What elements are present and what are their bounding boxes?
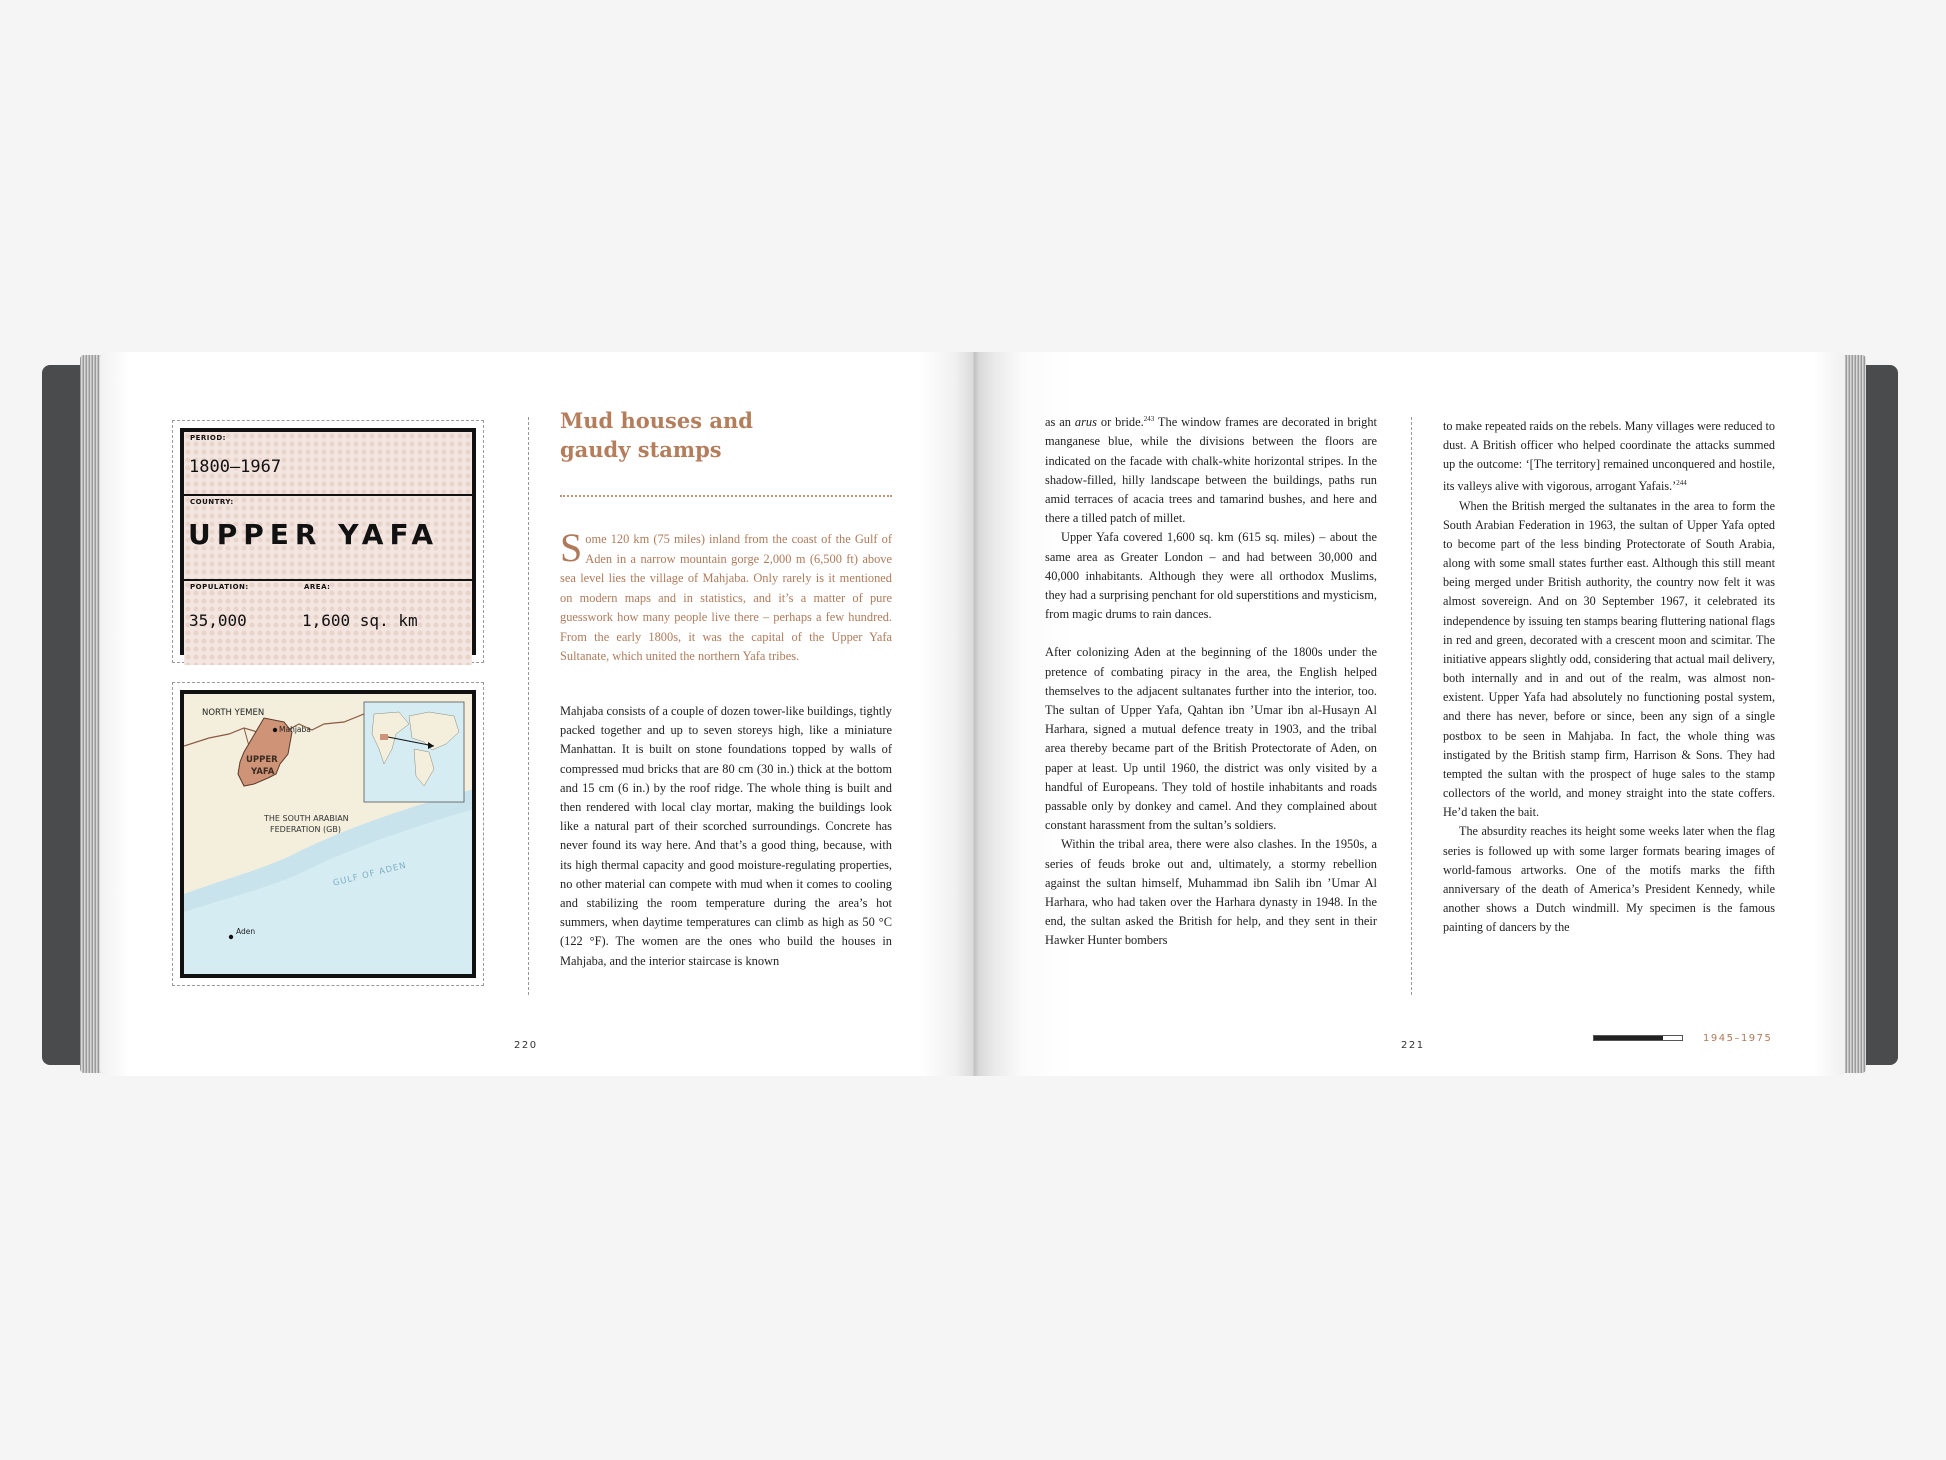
col1-paragraph-1: as an arus or bride.$^{243}$ The window frames are decorated in bright manganese blue, while the divisions between the floors are indicated on the facade with chalk-white horizontal stripes. In the shadow-filled, hilly landscape between the buildings, paths run amid terraces of acacia trees and tamarind bushes, and here and there a tilled patch of millet. (1045, 415, 1377, 526)
period-value: 1800–1967 (189, 457, 282, 477)
col2-paragraph-2: When the British merged the sultanates in the area to form the South Arabian Federation in 1963, the sultan of Upper Yafa opted to become part of the less binding Protectorate of South Arabia, along with some small states further east. Although this still meant being merged under British authority, the country now felt it was almost sovereign. And on 30 September 1967, it celebrated its independence by issuing ten stamps bearing fluttering national flags in red and green, decorated with a crescent moon and scimitar. The initiative appears slightly odd, considering that actual mail delivery, both internally and in and out of the realm, was almost non-existent. Upper Yafa had absolutely no functioning postal system, and there has never, before or since, been any sign of a single postbox to be seen in Mahjaba. In fact, the whole thing was instigated by the British stamp firm, Harrison & Sons. They had tempted the sultan with the prospect of huge sales to the stamp collectors of the world, and money straight into the state coffers. He’d taken the bait. (1443, 498, 1775, 820)
title-rule (560, 495, 892, 497)
label-mahjaba: Mahjaba (279, 725, 311, 734)
area-value: 1,600 sq. km (302, 611, 418, 630)
chapter-progress-bar (1593, 1035, 1683, 1041)
col2-paragraph-3: The absurdity reaches its height some weeks later when the flag series is followed up with some larger formats bearing images of world-famous artworks. One of the motifs marks the fifth anniversary of the death of America’s President Kennedy, while another shows a Dutch windmill. My specimen is the famous painting of dancers by the (1443, 824, 1775, 935)
label-upper: UPPER (246, 755, 278, 765)
right-page (973, 352, 1845, 1076)
chapter-title (560, 406, 880, 464)
column-divider (528, 417, 529, 995)
stamp-country-row (184, 496, 472, 581)
label-north-yemen: NORTH YEMEN (202, 708, 265, 718)
population-label: POPULATION: (190, 583, 249, 591)
col1-paragraph-2: Upper Yafa covered 1,600 sq. km (615 sq. miles) – about the same area as Greater London – and had between 30,000 and 40,000 inhabitants. Although they were all orthodox Muslims, they had a surprising penchant for old superstitions and mysticism, from magic drums to rain dances. (1045, 530, 1377, 622)
col1-paragraph-4: Within the tribal area, there were also clashes. In the 1950s, a series of feuds broke out and, ultimately, a stormy rebellion against the sultan himself, Muhammad ibn Salih ibn ’Umar Al Harhara, who had taken over the Harhara dynasty in 1948. In the end, the sultan asked the British for help, and they sent in their Hawker Hunter bombers (1045, 837, 1377, 948)
section-label: 1945–1975 (1703, 1033, 1773, 1044)
stamp-period-row (184, 432, 472, 496)
right-column-2 (1443, 417, 1775, 937)
col2-paragraph-1: to make repeated raids on the rebels. Many villages were reduced to dust. A British officer who helped coordinate the attacks summed up the outcome: ‘[The territory] remained unconquered and hostile, its valleys alive with vigorous, arrogant Yafais.’$^{244}$ (1443, 419, 1775, 494)
column-divider-right (1411, 417, 1412, 995)
period-label: PERIOD: (190, 434, 226, 442)
right-column-1 (1045, 410, 1377, 951)
label-yafa: YAFA (251, 767, 275, 777)
intro-text: ome 120 km (75 miles) inland from the coast of the Gulf of Aden in a narrow mountain gorge 2,000 m (6,500 ft) above sea level lies the village of Mahjaba. Only rarely is it mentioned on modern maps and in statistics, and it’s a matter of pure guesswork how many people live there – perhaps a few hundred. From the early 1800s, it was the capital of the Upper Yafa Sultanate, which united the northern Yafa tribes. (560, 532, 892, 663)
spine-shadow (955, 352, 995, 1076)
page-number-right: 221 (1401, 1040, 1425, 1051)
area-label: AREA: (304, 583, 331, 591)
label-federation-1: THE SOUTH ARABIAN (264, 814, 349, 823)
col1-paragraph-3: After colonizing Aden at the beginning of the 1800s under the pretence of combating piracy in the area, the English helped themselves to the adjacent sultanates further into the interior, too. The sultan of Upper Yafa, Qahtan ibn ’Umar ibn al-Husayn Al Harhara, signed a mutual defence treaty in 1903, and the tribal area thereby became part of the British Protectorate of Aden, on paper at least. Up until 1960, the district was only visited by a handful of Europeans. They told of hostile inhabitants and roads passable only by donkey and camel. And they complained about constant harassment from the sultan’s soldiers. (1045, 645, 1377, 833)
left-page (100, 352, 973, 1076)
drop-cap: S (560, 525, 583, 570)
page-number-left: 220 (514, 1040, 538, 1051)
map (172, 682, 484, 986)
label-federation-2: FEDERATION (GB) (270, 825, 341, 834)
population-value: 35,000 (189, 611, 247, 630)
stamp (172, 420, 484, 663)
left-body-text (560, 702, 892, 971)
left-body-paragraph: Mahjaba consists of a couple of dozen tower-like buildings, tightly packed together and up to seven storeys high, like a miniature Manhattan. It is built on stone foundations topped by walls of compressed mud bricks that are 80 cm (30 in.) thick at the bottom and 15 cm (6 in.) by the roof ridge. The whole thing is built and then rendered with local clay mortar, making the buildings look like a natural part of their scorched surroundings. Concrete has never found its way here. And that’s a good thing, because, with its high thermal capacity and good moisture-regulating properties, no other material can compete with mud when it comes to cooling and stabilizing the room temperature during the area’s hot summers, when daytime temperatures can climb as high as 50 °C (122 °F). The women are the ones who build the houses in Mahjaba, and the interior staircase is known (560, 704, 892, 968)
label-aden: Aden (236, 927, 256, 936)
title-line-2: gaudy stamps (560, 437, 722, 462)
chapter-progress-fill (1594, 1036, 1663, 1040)
country-value: UPPER YAFA (188, 518, 440, 551)
intro-paragraph (560, 525, 892, 667)
country-label: COUNTRY: (190, 498, 234, 506)
map-graphic (184, 694, 474, 976)
stamp-stats-row (184, 581, 472, 665)
title-line-1: Mud houses and (560, 408, 753, 433)
label-gulf: GULF OF ADEN (332, 860, 408, 889)
